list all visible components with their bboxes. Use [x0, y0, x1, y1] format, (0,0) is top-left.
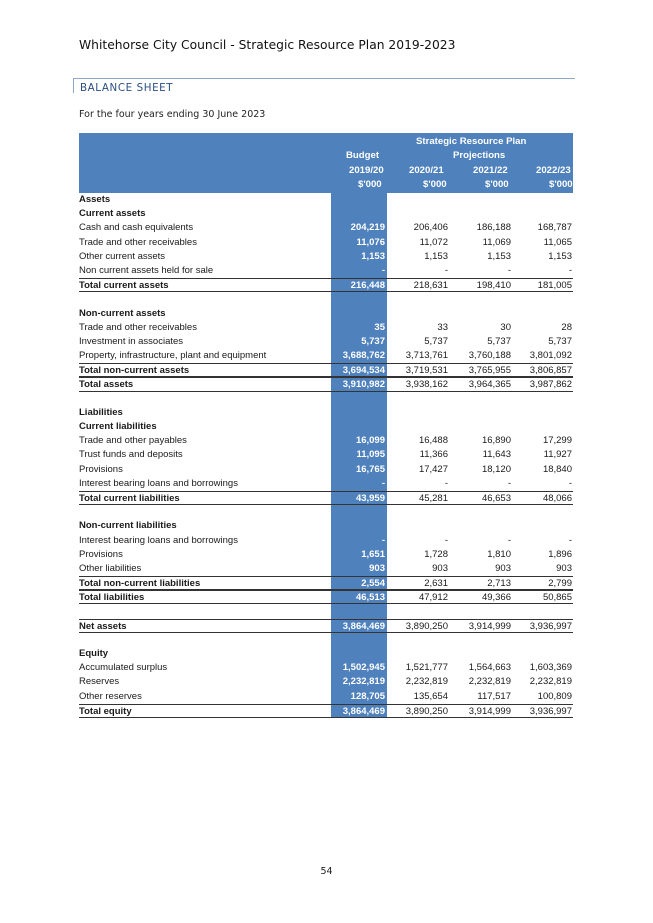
row-label: Investment in associates	[79, 335, 184, 347]
table-row	[79, 590, 573, 604]
projection-value: 206,406	[413, 222, 448, 234]
budget-value: 35	[374, 321, 385, 333]
row-label: Accumulated surplus	[79, 662, 168, 674]
projection-value: 16,488	[418, 435, 448, 447]
header-year-1: 2020/21	[409, 165, 444, 176]
budget-value: 128,705	[350, 690, 385, 702]
row-label: Cash and cash equivalents	[79, 222, 194, 234]
projection-value: 1,728	[424, 548, 448, 560]
table-row	[79, 477, 573, 491]
projection-value: 11,069	[482, 236, 511, 248]
projection-value: 3,765,955	[468, 365, 511, 377]
projection-value: 11,366	[419, 449, 448, 461]
projection-value: 18,840	[542, 463, 572, 475]
projection-value: 48,066	[542, 492, 572, 504]
row-label: Trust funds and deposits	[79, 449, 183, 461]
budget-value: 3,864,469	[342, 705, 385, 717]
projection-value: -	[568, 477, 572, 489]
projection-value: 2,631	[424, 578, 448, 590]
table-row	[79, 491, 573, 505]
projection-value: 3,987,862	[529, 379, 572, 391]
projection-value: 2,232,819	[529, 676, 572, 688]
projection-value: 3,914,999	[468, 705, 511, 717]
budget-value: 903	[369, 562, 385, 574]
table-row	[79, 690, 573, 704]
projection-value: -	[568, 264, 572, 276]
budget-value: 16,099	[355, 435, 385, 447]
row-label: Provisions	[79, 548, 123, 560]
row-label: Trade and other payables	[79, 435, 187, 447]
budget-value: 1,153	[361, 250, 385, 262]
budget-value: 11,076	[356, 236, 385, 248]
row-label: Net assets	[79, 620, 127, 632]
header-year-2: 2021/22	[473, 165, 508, 176]
projection-value: 3,806,857	[529, 365, 572, 377]
row-label: Property, infrastructure, plant and equipment	[79, 350, 267, 362]
row-label: Non-current assets	[79, 307, 166, 319]
projection-value: 1,153	[424, 250, 448, 262]
header-year-0: 2019/20	[349, 165, 384, 176]
projection-value: 5,737	[548, 335, 572, 347]
table-row	[79, 675, 573, 689]
row-label: Total current liabilities	[79, 492, 180, 504]
projection-value: -	[507, 534, 511, 546]
projection-value: 5,737	[424, 335, 448, 347]
header-unit-0: $'000	[358, 179, 382, 190]
table-row	[79, 321, 573, 335]
table-header	[79, 133, 573, 193]
table-row	[79, 704, 573, 718]
section-title: BALANCE SHEET	[80, 82, 174, 94]
table-body	[79, 193, 573, 718]
header-budget: Budget	[346, 150, 380, 161]
row-label: Trade and other receivables	[79, 321, 197, 333]
projection-value: 17,427	[418, 463, 448, 475]
header-unit-2: $'000	[485, 179, 509, 190]
table-row	[79, 534, 573, 548]
row-label: Other liabilities	[79, 562, 142, 574]
projection-value: 1,521,777	[405, 662, 448, 674]
table-row	[79, 377, 573, 391]
table-row	[79, 264, 573, 278]
table-row	[79, 363, 573, 377]
budget-value: -	[381, 264, 385, 276]
table-row	[79, 633, 573, 647]
row-label: Total assets	[79, 379, 134, 391]
projection-value: 100,809	[537, 690, 572, 702]
row-label: Total non-current assets	[79, 365, 190, 377]
projection-value: 30	[500, 321, 511, 333]
balance-sheet-table	[79, 133, 573, 718]
projection-value: 45,281	[418, 492, 448, 504]
table-row	[79, 278, 573, 292]
table-row	[79, 221, 573, 235]
projection-value: -	[507, 264, 511, 276]
projection-value: 3,713,761	[405, 350, 448, 362]
projection-value: 186,188	[476, 222, 511, 234]
table-row	[79, 505, 573, 519]
projection-value: 16,890	[481, 435, 511, 447]
projection-value: 33	[437, 321, 448, 333]
projection-value: 47,912	[418, 592, 448, 604]
section-subtitle: For the four years ending 30 June 2023	[79, 109, 266, 120]
row-label: Provisions	[79, 463, 123, 475]
row-label: Interest bearing loans and borrowings	[79, 534, 238, 546]
projection-value: 18,120	[481, 463, 511, 475]
projection-value: 3,938,162	[405, 379, 448, 391]
row-label: Total non-current liabilities	[79, 578, 201, 590]
projection-value: 11,643	[482, 449, 511, 461]
projection-value: 3,890,250	[405, 620, 448, 632]
projection-value: 3,890,250	[405, 705, 448, 717]
projection-value: 46,653	[481, 492, 511, 504]
row-label: Reserves	[79, 676, 120, 688]
table-row	[79, 576, 573, 590]
row-label: Non-current liabilities	[79, 520, 177, 532]
header-group-sub: Projections	[453, 150, 506, 161]
projection-value: 2,713	[487, 578, 511, 590]
table-row	[79, 292, 573, 306]
projection-value: 11,927	[543, 449, 572, 461]
projection-value: 218,631	[413, 280, 448, 292]
projection-value: 1,896	[548, 548, 572, 560]
row-label: Interest bearing loans and borrowings	[79, 477, 238, 489]
projection-value: -	[444, 264, 448, 276]
table-row	[79, 392, 573, 406]
row-label: Liabilities	[79, 406, 123, 418]
row-label: Current assets	[79, 208, 146, 220]
table-row	[79, 604, 573, 618]
projection-value: 117,517	[477, 690, 511, 702]
projection-value: -	[568, 534, 572, 546]
projection-value: -	[444, 534, 448, 546]
table-row	[79, 349, 573, 363]
table-row	[79, 448, 573, 462]
projection-value: 135,654	[413, 690, 448, 702]
table-row	[79, 207, 573, 221]
row-label: Total liabilities	[79, 592, 145, 604]
projection-value: 2,799	[548, 578, 572, 590]
row-label: Total current assets	[79, 280, 169, 292]
projection-value: -	[444, 477, 448, 489]
row-label: Other reserves	[79, 690, 142, 702]
table-row	[79, 519, 573, 533]
budget-value: 2,554	[361, 578, 385, 590]
projection-value: 903	[432, 562, 448, 574]
row-label: Trade and other receivables	[79, 236, 197, 248]
budget-value: 3,688,762	[342, 350, 385, 362]
projection-value: 49,366	[481, 592, 511, 604]
table-row	[79, 661, 573, 675]
budget-value: 11,095	[356, 449, 385, 461]
projection-value: 1,153	[487, 250, 511, 262]
budget-value: 216,448	[350, 280, 385, 292]
budget-value: 204,219	[350, 222, 385, 234]
row-label: Non current assets held for sale	[79, 264, 214, 276]
projection-value: 181,005	[537, 280, 572, 292]
row-label: Total equity	[79, 705, 132, 717]
budget-value: 3,694,534	[342, 365, 385, 377]
header-group: Strategic Resource Plan	[416, 136, 527, 147]
budget-value: -	[381, 477, 385, 489]
header-unit-1: $'000	[423, 179, 447, 190]
budget-value: 46,513	[355, 592, 385, 604]
table-row	[79, 335, 573, 349]
table-row	[79, 562, 573, 576]
projection-value: 168,787	[537, 222, 572, 234]
projection-value: 11,072	[419, 236, 448, 248]
table-row	[79, 434, 573, 448]
document-title: Whitehorse City Council - Strategic Resource Plan 2019-2023	[79, 38, 456, 52]
projection-value: 3,719,531	[405, 365, 448, 377]
projection-value: 28	[561, 321, 572, 333]
projection-value: 1,810	[487, 548, 511, 560]
table-row	[79, 420, 573, 434]
projection-value: 198,410	[476, 280, 511, 292]
projection-value: 903	[495, 562, 511, 574]
projection-value: 11,065	[543, 236, 572, 248]
budget-value: 2,232,819	[342, 676, 385, 688]
projection-value: 1,603,369	[529, 662, 572, 674]
projection-value: 3,760,188	[468, 350, 511, 362]
projection-value: 903	[556, 562, 572, 574]
projection-value: 50,865	[542, 592, 572, 604]
header-year-3: 2022/23	[536, 165, 571, 176]
table-row	[79, 463, 573, 477]
page-number: 54	[320, 866, 333, 877]
projection-value: 2,232,819	[468, 676, 511, 688]
projection-value: 3,914,999	[468, 620, 511, 632]
projection-value: 3,936,997	[529, 705, 572, 717]
table-row	[79, 236, 573, 250]
budget-value: 16,765	[355, 463, 385, 475]
row-label: Equity	[79, 648, 109, 659]
table-row	[79, 548, 573, 562]
projection-value: 3,936,997	[529, 620, 572, 632]
budget-value: 5,737	[361, 335, 385, 347]
budget-value: -	[381, 534, 385, 546]
row-label: Current liabilities	[79, 421, 157, 432]
projection-value: 5,737	[487, 335, 511, 347]
table-row	[79, 250, 573, 264]
projection-value: 3,801,092	[529, 350, 572, 362]
table-row	[79, 647, 573, 661]
budget-value: 1,502,945	[342, 662, 385, 674]
budget-value: 3,864,469	[342, 620, 385, 632]
row-label: Assets	[79, 194, 111, 205]
projection-value: 17,299	[542, 435, 572, 447]
projection-value: -	[507, 477, 511, 489]
projection-value: 2,232,819	[405, 676, 448, 688]
row-label: Other current assets	[79, 250, 166, 262]
projection-value: 3,964,365	[468, 379, 511, 391]
table-row	[79, 193, 573, 207]
projection-value: 1,153	[548, 250, 572, 262]
table-row	[79, 619, 573, 633]
budget-value: 3,910,982	[342, 379, 385, 391]
budget-value: 43,959	[355, 492, 385, 504]
table-row	[79, 307, 573, 321]
table-row	[79, 406, 573, 420]
budget-value: 1,651	[361, 548, 385, 560]
header-unit-3: $'000	[549, 179, 573, 190]
projection-value: 1,564,663	[468, 662, 511, 674]
